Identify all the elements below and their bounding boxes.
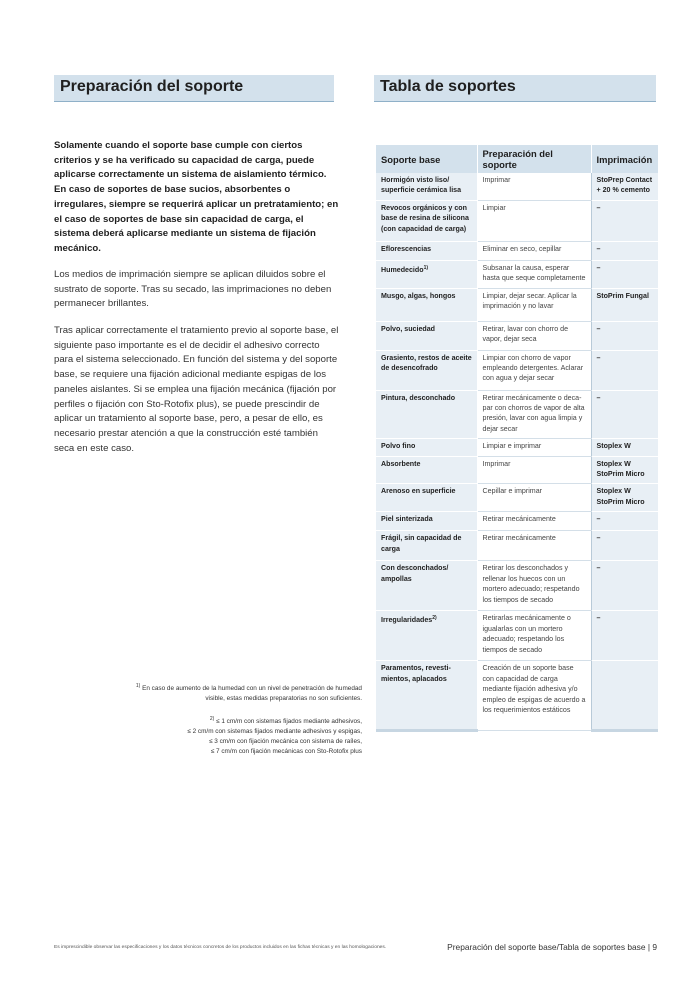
cell-preparacion: [477, 611, 591, 661]
cell-imprimacion-text: –: [596, 393, 601, 402]
cell-soporte-base-text: Revocos orgánicos y con base de resina de silicona (con capacidad de carga): [381, 203, 469, 233]
cell-soporte-base: [376, 661, 477, 731]
footnote-line: ≤ 7 cm/m con fijación mecánicas con Sto-Rotofix plus: [210, 748, 362, 755]
table-row: [376, 531, 658, 561]
substrate-table: [376, 145, 659, 732]
cell-soporte-base-text: Absorbente: [381, 459, 421, 468]
cell-soporte-base-text: Humedecido: [381, 265, 424, 274]
cell-soporte-base-text: Hormigón visto liso/ superficie cerámica lisa: [381, 176, 462, 195]
cell-preparacion: [477, 288, 591, 321]
table-header-row: [376, 145, 658, 173]
cell-soporte-base: [376, 611, 477, 661]
cell-preparacion: [477, 512, 591, 531]
cell-preparacion: [477, 661, 591, 731]
cell-preparacion: [477, 200, 591, 241]
cell-imprimacion-text: Stoplex W StoPrim Micro: [596, 487, 645, 506]
cell-imprimacion: [591, 531, 658, 561]
footnote-text: En caso de aumento de la humedad con un nivel de penetración de humedad visible, estas medidas preparatorias no son suficientes.: [142, 685, 362, 702]
cell-preparacion: [477, 241, 591, 260]
cell-preparacion: [477, 531, 591, 561]
cell-imprimacion: [591, 611, 658, 661]
table-row: [376, 321, 658, 350]
cell-preparacion: [477, 484, 591, 512]
cell-soporte-base: [376, 173, 477, 200]
footnote-ref: 1): [423, 264, 429, 271]
cell-preparacion-text: Limpiar: [482, 203, 506, 212]
table-row: [376, 512, 658, 531]
table-row: [376, 173, 658, 200]
cell-soporte-base: [376, 288, 477, 321]
table-row: [376, 661, 658, 731]
cell-imprimacion: [591, 456, 658, 484]
footer-page-title: Preparación del soporte base/Tabla de soportes base | 9: [447, 942, 657, 952]
table-body: [376, 173, 658, 731]
footnote-line: ≤ 2 cm/m con sistemas fijados mediante adhesivos y espigas,: [187, 728, 362, 735]
cell-soporte-base-text: Eflorescencias: [381, 244, 432, 253]
column-header: Preparación del soporte: [477, 145, 591, 173]
footnote-mark: 2): [209, 716, 215, 722]
cell-preparacion: [477, 439, 591, 456]
cell-imprimacion: [591, 661, 658, 731]
section-header-preparacion: [54, 75, 334, 102]
cell-preparacion-text: Retirar mecánicamente o decapar con chorros de vapor de alta presión, lavar con agua limpia y dejar secar: [482, 393, 585, 433]
cell-soporte-base: [376, 531, 477, 561]
cell-preparacion-text: Retirar, lavar con chorro de vapor, dejar seca: [482, 324, 569, 344]
cell-soporte-base-text: Paramentos, revestimientos, aplacados: [381, 664, 451, 683]
cell-preparacion-text: Limpiar con chorro de vapor empleando detergentes. Aclarar con agua y dejar secar: [482, 353, 584, 383]
cell-imprimacion-text: –: [596, 614, 601, 623]
cell-preparacion-text: Retirar los desconchados y rellenar los huecos con un mortero adecuado; respetando los tiempos de secado: [482, 564, 580, 604]
column-header: Imprimación: [591, 145, 658, 173]
table-row: [376, 439, 658, 456]
cell-soporte-base: [376, 200, 477, 241]
cell-imprimacion-text: Stoplex W StoPrim Micro: [596, 459, 645, 479]
cell-preparacion-text: Cepillar e imprimar: [482, 487, 543, 496]
section-title: Preparación del soporte: [60, 78, 244, 95]
cell-soporte-base: [376, 241, 477, 260]
column-header: Soporte base: [376, 145, 477, 173]
footnote-line: ≤ 1 cm/m con sistemas fijados mediante adhesivos,: [216, 718, 362, 725]
table-row: [376, 484, 658, 512]
cell-imprimacion-text: –: [596, 203, 601, 212]
table-row: [376, 200, 658, 241]
cell-preparacion-text: Limpiar e imprimar: [482, 442, 542, 451]
cell-imprimacion-text: Stoplex W: [596, 442, 631, 451]
cell-imprimacion: [591, 321, 658, 350]
cell-soporte-base: [376, 321, 477, 350]
cell-imprimacion-text: –: [596, 353, 601, 362]
cell-preparacion: [477, 456, 591, 484]
cell-preparacion-text: Retirar mecánicamente: [482, 534, 556, 543]
cell-soporte-base: [376, 456, 477, 484]
cell-preparacion: [477, 321, 591, 350]
lead-paragraph: Solamente cuando el soporte base cumple con ciertos criterios y se ha verificado su capacidad de carga, puede aplicarse correctamente un sistema de aislamiento térmico. En caso de soportes de base sucios, absorbentes o irregulares, siempre se requerirá aplicar un pretratamiento; en el caso de soportes de base sin capacidad de carga, el sistema deberá aplicarse mediante un sistema de fijación mecánico.: [54, 140, 339, 254]
paragraph-adhesivo: Tras aplicar correctamente el tratamiento previo al soporte base, el siguiente paso importante es el de decidir el adhesivo correcto para el sistema seleccionado. En función del sistema y del soporte base, se requiere una fijación adicional mediante espigas de los paneles aislantes. Si se emplea una fijación mecánica (fijación por perfiles o fijación con Sto-Rotofix plus), se puede prescindir de aplicar un tratamiento al soporte base, pero, a pesar de ello, es necesario prestar atención a que la construcción esté también seca en este caso.: [54, 325, 339, 454]
cell-preparacion: [477, 173, 591, 200]
footnote-1: [132, 681, 362, 704]
cell-imprimacion-text: –: [596, 263, 601, 272]
cell-soporte-base: [376, 260, 477, 288]
cell-soporte-base: [376, 561, 477, 611]
cell-preparacion-text: Retirar mecánicamente: [482, 515, 556, 524]
cell-imprimacion-text: StoPrep Contact + 20 % cemento: [596, 176, 653, 195]
cell-soporte-base-text: Polvo fino: [381, 442, 416, 451]
footnote-line: ≤ 3 cm/m con fijación mecánica con sistema de raíles,: [208, 738, 362, 745]
cell-soporte-base: [376, 512, 477, 531]
cell-preparacion-text: Eliminar en seco, cepillar: [482, 244, 562, 253]
cell-preparacion-text: Retirarlas mecánicamente o igualarlas con un mortero adecuado; respetando los tiempos de secado: [482, 614, 571, 654]
footnote-ref: 2): [432, 615, 437, 622]
cell-soporte-base-text: Arenoso en superficie: [381, 487, 456, 496]
cell-preparacion: [477, 561, 591, 611]
cell-imprimacion-text: –: [596, 534, 601, 543]
footnote-mark: 1): [135, 683, 141, 689]
cell-soporte-base-text: Irregularidades: [381, 616, 433, 625]
table-row: [376, 390, 658, 439]
cell-imprimacion: [591, 484, 658, 512]
cell-imprimacion: [591, 173, 658, 200]
cell-preparacion-text: Limpiar, dejar secar. Aplicar la imprimación y no lavar: [482, 291, 577, 311]
cell-imprimacion: [591, 512, 658, 531]
cell-imprimacion-text: StoPrim Fungal: [596, 291, 649, 300]
table-row: [376, 350, 658, 390]
cell-imprimacion: [591, 561, 658, 611]
cell-imprimacion-text: –: [596, 324, 601, 333]
section-title: Tabla de soportes: [380, 78, 516, 95]
cell-soporte-base-text: Piel sinterizada: [381, 515, 433, 524]
cell-imprimacion: [591, 439, 658, 456]
cell-imprimacion: [591, 350, 658, 390]
cell-soporte-base: [376, 350, 477, 390]
cell-preparacion: [477, 260, 591, 288]
cell-soporte-base-text: Grasiento, restos de aceite de desencofrado: [381, 353, 472, 373]
table-row: [376, 241, 658, 260]
cell-imprimacion: [591, 288, 658, 321]
cell-soporte-base: [376, 390, 477, 439]
cell-imprimacion: [591, 260, 658, 288]
cell-preparacion: [477, 390, 591, 439]
section-header-tabla: [374, 75, 656, 102]
table-row: [376, 456, 658, 484]
footer-note: Es imprescindible observar las especificaciones y los datos técnicos concretos de los productos incluidos en las fichas técnicas y en las homologaciones.: [54, 945, 387, 950]
cell-imprimacion: [591, 241, 658, 260]
cell-imprimacion-text: –: [596, 564, 601, 573]
cell-preparacion-text: Creación de un soporte base con capacidad de carga mediante fijación adhesiva y/o empleo de espigas de acuerdo a los requerimientos estáticos: [482, 664, 586, 714]
paragraph-imprimacion: Los medios de imprimación siempre se aplican diluidos sobre el sustrato de soporte. Tras su secado, las imprimaciones no deben permanecer brillantes.: [54, 269, 332, 310]
cell-imprimacion-text: –: [596, 515, 601, 524]
cell-soporte-base-text: Musgo, algas, hongos: [381, 291, 456, 300]
cell-preparacion-text: Imprimar: [482, 176, 511, 184]
cell-preparacion-text: Imprimar: [482, 459, 511, 468]
table-row: [376, 260, 658, 288]
cell-soporte-base-text: Frágil, sin capacidad de carga: [381, 534, 462, 553]
table-row: [376, 288, 658, 321]
cell-soporte-base-text: Pintura, desconchado: [381, 393, 456, 402]
cell-soporte-base: [376, 439, 477, 456]
table-row: [376, 611, 658, 661]
cell-soporte-base-text: Con desconchados/ ampollas: [381, 564, 449, 583]
footnote-2: [132, 714, 362, 757]
table-row: [376, 561, 658, 611]
cell-imprimacion: [591, 200, 658, 241]
cell-imprimacion: [591, 390, 658, 439]
cell-soporte-base-text: Polvo, suciedad: [381, 324, 436, 333]
cell-preparacion: [477, 350, 591, 390]
cell-imprimacion-text: –: [596, 244, 601, 253]
cell-preparacion-text: Subsanar la causa, esperar hasta que seque completamente: [482, 263, 586, 283]
cell-soporte-base: [376, 484, 477, 512]
